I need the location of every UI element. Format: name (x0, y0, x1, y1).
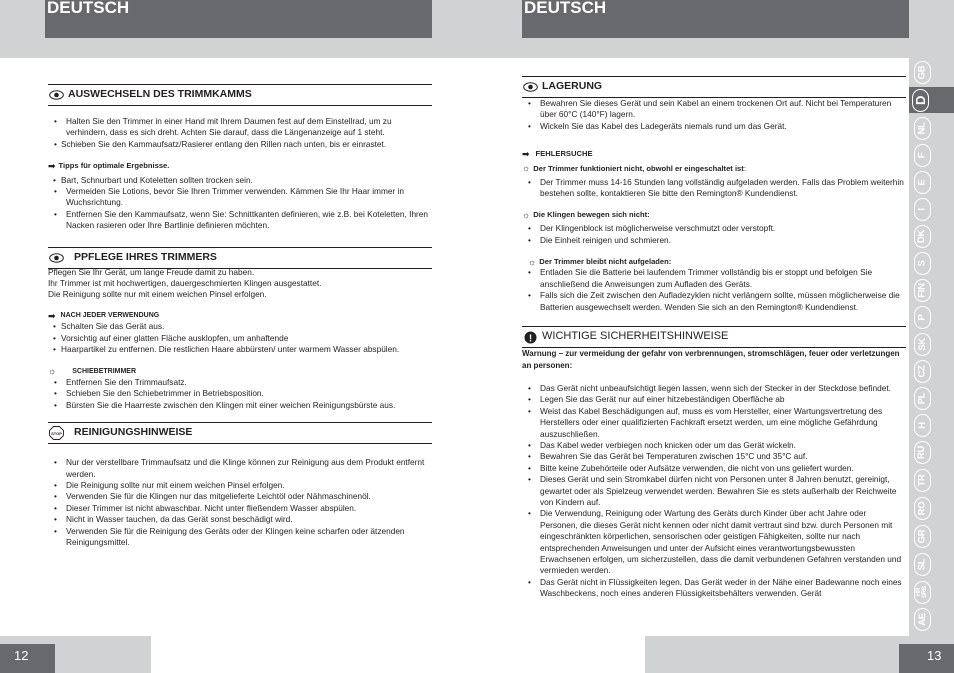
section-header-safety (522, 326, 906, 348)
list-item: • Die Einheit reinigen und schmieren. (522, 235, 906, 246)
language-tab-hr-srb[interactable]: HR SRB (912, 579, 932, 605)
language-tab-tr[interactable]: TR (912, 467, 932, 493)
list-item: • Legen Sie das Gerät nur auf einer hitzebeständigen Oberfläche ab (522, 394, 906, 405)
list-item: • Weist das Kabel Beschädigungen auf, muss es vom Hersteller, einer Wartungsvertretung des Herstellers oder einer qualifizierten Fachkraft ersetzt werden, um eine mögliche Gefährdung auszuschließen. (522, 406, 906, 440)
list-item: • Bart, Schnurbart und Koteletten sollten trocken sein. (48, 175, 432, 186)
after-use-heading: ➡ NACH JEDER VERWENDUNG (48, 310, 160, 321)
list-item: • Die Reinigung sollte nur mit einem weichen Pinsel erfolgen. (48, 480, 432, 491)
eye-icon (48, 252, 64, 263)
list-item: • Entfernen Sie den Kammaufsatz, wenn Sie: Schnittkanten definieren, wie z.B. bei Koteletten, Ihren Nacken rasieren oder Ihre Bartlinie definieren möchten. (48, 209, 432, 232)
list-item: • Dieses Gerät und sein Stromkabel dürfen nicht von Personen unter 8 Jahren benutzt, gereinigt, gewartet oder als Spielzeug verwendet werden. Bewahren Sie es stets außerhalb der Reichweite von Kindern auf. (522, 474, 906, 508)
list-item: • Entladen Sie die Batterie bei laufendem Trimmer vollständig bis er stoppt und befolgen Sie anschließend die Anweisungen zum Aufladen des Geräts. (522, 267, 906, 290)
language-tab-f[interactable]: F (912, 142, 932, 168)
page-number-left: 12 (0, 644, 55, 673)
sun-icon: ☼ (522, 209, 531, 220)
tips-heading: ➡ Tipps für optimale Ergebnisse. (48, 160, 170, 171)
sun-icon: ☼ (528, 256, 537, 267)
list-item: • Wickeln Sie das Kabel des Ladegeräts niemals rund um das Gerät. (522, 121, 906, 132)
tips-list-cont (48, 186, 432, 232)
list-item: • Vermeiden Sie Lotions, bevor Sie Ihren Trimmer verwenden. Kämmen Sie Ihr Haar immer in Wuchsrichtung. (48, 186, 432, 209)
language-tab-nl[interactable]: NL (912, 115, 932, 141)
list-item: • Verwenden Sie für die Reinigung des Geräts oder der Klingen keine scharfen oder ätzenden Reinigungsmittel. (48, 526, 432, 549)
language-tab-gb[interactable]: GB (912, 59, 932, 85)
language-tab-ae[interactable]: AE (912, 606, 932, 632)
section-header-care (48, 247, 432, 269)
list-item: • Die Verwendung, Reinigung oder Wartung des Geräts durch Kinder über acht Jahre oder Personen, die dieses Gerät nicht kennen oder nicht damit vertraut sind bzw. durch Personen mit eingeschränkten körperlichen, sensorischen oder geistigen Fähigkeiten, sollte nur nach entsprechenden Anweisungen und unter der Aufsicht eines verantwortungsbewussten Erwachsenen erfolgen, um sicherzustellen, dass die damit verbundenen Gefahren verstanden und vermieden werden. (522, 508, 906, 576)
trouble-q1: ☼ Der Trimmer funktioniert nicht, obwohl er eingeschaltet ist : (522, 163, 746, 174)
eye-icon (48, 90, 64, 101)
list-item: • Der Klingenblock ist möglicherweise verschmutzt oder verstopft. (522, 223, 906, 234)
language-tab-fin[interactable]: FIN (912, 277, 932, 303)
tips-list (48, 175, 432, 186)
right-column (522, 76, 906, 600)
list-item: • Nur der verstellbare Trimmaufsatz und die Klinge können zur Reinigung aus dem Produkt entfernt werden. (48, 457, 432, 480)
warning-icon (522, 332, 538, 343)
language-tab-ru[interactable]: RU (912, 439, 932, 465)
section-header-storage (522, 76, 906, 98)
language-tab-e[interactable]: E (912, 169, 932, 195)
trouble-a1-list (522, 177, 906, 200)
trouble-q3: ☼ Der Trimmer bleibt nicht aufgeladen: (528, 256, 672, 267)
section-header-comb (48, 84, 432, 106)
trouble-a3-list (522, 267, 906, 313)
section-title: LAGERUNG (542, 80, 603, 93)
list-item: • Das Kabel weder verbiegen noch knicken oder um das Gerät wickeln. (522, 440, 906, 451)
list-item: • Schalten Sie das Gerät aus. (48, 321, 432, 332)
list-item: • Das Gerät nicht in Flüssigkeiten legen. Das Gerät weder in der Nähe einer Badewanne noch eines Waschbeckens, noch eines anderen Flüssigkeitsbehälters verwenden. Gerät (522, 577, 906, 600)
language-tab-sk[interactable]: SK (912, 331, 932, 357)
sun-icon: ☼ (48, 366, 57, 377)
trouble-a2-list (522, 223, 906, 246)
arrow-right-icon: ➡ (522, 148, 530, 159)
list-item: • Haarpartikel zu entfernen. Die restlichen Haare abbürsten/ unter warmem Wasser abspülen. (48, 344, 432, 355)
language-tab-ro[interactable]: RO (912, 495, 932, 521)
left-page-header: DEUTSCH (45, 0, 432, 38)
safety-list (522, 383, 906, 600)
list-item: • Verwenden Sie für die Klingen nur das mitgelieferte Leichtöl oder Nähmaschinenöl. (48, 491, 432, 502)
page-number-right: 13 (899, 644, 954, 673)
safety-warning: Warnung – zur vermeidung der gefahr von verbrennungen, stromschlägen, feuer oder verletzungen an personen: (522, 349, 900, 370)
trouble-q2: ☼ Die Klingen bewegen sich nicht: (522, 209, 650, 220)
storage-list (522, 98, 906, 132)
list-item: • Vorsichtig auf einer glatten Fläche ausklopfen, um anhaftende (48, 333, 432, 344)
language-tab-p[interactable]: P (912, 304, 932, 330)
comb-steps-list (48, 116, 432, 139)
section-title: WICHTIGE SICHERHEITSHINWEISE (542, 330, 729, 343)
list-item: • Schieben Sie den Kammaufsatz/Rasierer entlang den Rillen nach unten, bis er einrastet. (54, 138, 387, 149)
list-item: • Bitte keine Zubehörteile oder Aufsätze verwenden, die nicht von uns geliefert wurden. (522, 463, 906, 474)
after-use-list (48, 321, 432, 355)
list-item: • Entfernen Sie den Trimmaufsatz. (48, 377, 432, 388)
list-item: • Dieser Trimmer ist nicht abwaschbar. Nicht unter fließendem Wasser abspülen. (48, 503, 432, 514)
slide-trimmer-list (48, 377, 432, 411)
list-item: • Schieben Sie den Schiebetrimmer in Betriebsposition. (48, 388, 432, 399)
slide-trimmer-heading: ☼ SCHIEBETRIMMER (48, 366, 137, 377)
list-item: • Das Gerät nicht unbeaufsichtigt liegen lassen, wenn sich der Stecker in der Steckdose befindet. (522, 383, 906, 394)
language-tab-i[interactable]: I (912, 196, 932, 222)
language-tab-h[interactable]: H (912, 412, 932, 438)
list-item: • Nicht in Wasser tauchen, da das Gerät sonst beschädigt wird. (48, 514, 432, 525)
list-item: • Halten Sie den Trimmer in einer Hand mit Ihrem Daumen fest auf dem Einstellrad, um zu verhindern, dass es sich dreht. Achten Sie darauf, dass die Längenanzeige auf 1 steht. (48, 116, 432, 139)
right-page-header: DEUTSCH (522, 0, 909, 38)
left-column (48, 84, 432, 548)
language-tab-gr[interactable]: GR (912, 523, 932, 549)
svg-text:STOP: STOP (50, 430, 62, 436)
language-tab-pl[interactable]: PL (912, 385, 932, 411)
section-title: PPFLEGE IHRES TRIMMERS (74, 250, 217, 263)
sun-icon: ☼ (522, 163, 531, 174)
section-title: AUSWECHSELN DES TRIMMKAMMS (68, 88, 252, 101)
section-header-cleaning (48, 422, 432, 444)
care-intro: Pflegen Sie Ihr Gerät, um lange Freude damit zu haben. Ihr Trimmer ist mit hochwertigen, dauergeschmierten Klingen ausgestattet. Die Reinigung sollte nur mit einem weichen Pinsel erfolgen. (48, 266, 322, 300)
language-tab-dk[interactable]: DK (912, 223, 932, 249)
list-item: • Falls sich die Zeit zwischen den Aufladezyklen nicht verlängern sollte, müssen möglicherweise die Batterien ausgewechselt werden. Wenden Sie sich an den Remington® Kundendienst. (522, 290, 906, 313)
language-tab-cz[interactable]: CZ (912, 358, 932, 384)
language-tab-d[interactable]: D (909, 87, 954, 113)
eye-icon (522, 82, 538, 93)
list-item: • Bürsten Sie die Haarreste zwischen den Klingen mit einer weichen Reinigungsbürste aus. (48, 400, 432, 411)
troubleshooting-heading: ➡ FEHLERSUCHE (522, 148, 593, 159)
list-item: • Bewahren Sie das Gerät bei Temperaturen zwischen 15°C und 35°C auf. (522, 451, 906, 462)
list-item: • Bewahren Sie dieses Gerät und sein Kabel an einem trockenen Ort auf. Nicht bei Temperaturen über 60°C (140°F) lagern. (522, 98, 906, 121)
section-title: REINIGUNGSHINWEISE (74, 426, 193, 439)
arrow-right-icon: ➡ (48, 160, 56, 171)
stop-icon (48, 428, 64, 439)
language-tab-sl[interactable]: SL (912, 551, 932, 577)
cleaning-list (48, 457, 432, 548)
svg-text:!: ! (528, 332, 532, 344)
arrow-right-icon: ➡ (48, 310, 56, 321)
list-item: • Der Trimmer muss 14-16 Stunden lang vollständig aufgeladen werden. Falls das Problem weiterhin bestehen sollte, kontaktieren Sie bitte den Remington® Kundendienst. (522, 177, 906, 200)
language-tab-s[interactable]: S (912, 250, 932, 276)
